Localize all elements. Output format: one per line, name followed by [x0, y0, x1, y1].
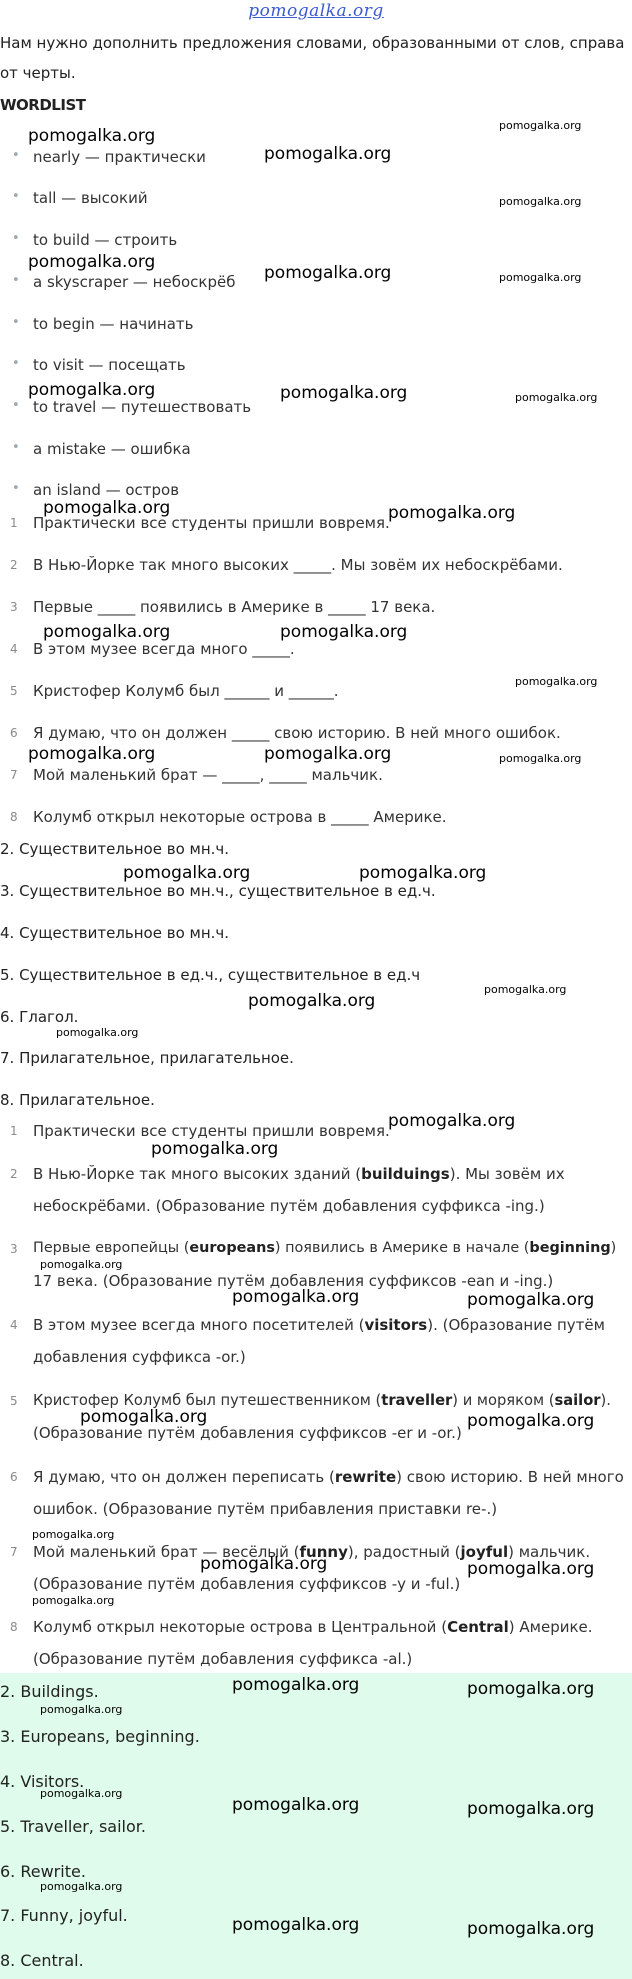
filled-sentence-cont: ошибок. (Образование путём прибавления приставки re-.): [33, 1500, 498, 1518]
task-sentence: Мой маленький брат — _____, _____ мальчик.: [33, 766, 383, 784]
sentence-number: 7: [10, 1545, 18, 1559]
filled-sentence: Колумб открыл некоторые острова в Центральной (Central) Америке.: [33, 1618, 593, 1636]
watermark: pomogalka.org: [388, 1111, 516, 1131]
part-of-speech: 6. Глагол.: [0, 1008, 79, 1026]
bullet-icon: •: [12, 356, 20, 371]
sentence-number: 4: [10, 1318, 18, 1332]
bullet-icon: •: [12, 481, 20, 496]
answer-word: traveller: [381, 1392, 453, 1409]
sentence-number: 1: [10, 1124, 18, 1138]
bullet-icon: •: [12, 398, 20, 413]
watermark: pomogalka.org: [388, 503, 516, 523]
watermark: pomogalka.org: [499, 271, 582, 284]
watermark: pomogalka.org: [264, 263, 392, 283]
watermark: pomogalka.org: [484, 983, 567, 996]
watermark: pomogalka.org: [40, 1787, 123, 1800]
answer-word: joyful: [460, 1543, 509, 1561]
sentence-number: 5: [10, 684, 18, 698]
filled-sentence-cont: (Образование путём добавления суффиксов -y и -ful.): [33, 1575, 461, 1593]
watermark: pomogalka.org: [32, 1528, 115, 1541]
answer-word: europeans: [189, 1240, 275, 1256]
watermark: pomogalka.org: [264, 744, 392, 764]
filled-sentence-cont: 17 века. (Образование путём добавления суффиксов -ean и -ing.): [33, 1272, 554, 1290]
task-sentence: В Нью-Йорке так много высоких _____. Мы зовём их небоскрёбами.: [33, 556, 563, 574]
sentence-number: 8: [10, 810, 18, 824]
final-answer: 2. Buildings.: [0, 1682, 99, 1701]
watermark: pomogalka.org: [467, 1411, 595, 1431]
sentence-number: 1: [10, 516, 18, 530]
part-of-speech: 2. Существительное во мн.ч.: [0, 840, 230, 858]
answer-word: funny: [299, 1543, 348, 1561]
watermark: pomogalka.org: [43, 622, 171, 642]
final-answer: 4. Visitors.: [0, 1772, 85, 1791]
part-of-speech: 4. Существительное во мн.ч.: [0, 924, 230, 942]
task-sentence: Первые _____ появились в Америке в _____ 17 века.: [33, 598, 436, 616]
watermark: pomogalka.org: [232, 1287, 360, 1307]
answer-word: beginning: [529, 1240, 611, 1256]
watermark: pomogalka.org: [28, 380, 156, 400]
watermark: pomogalka.org: [248, 991, 376, 1011]
task-sentence: Практически все студенты пришли вовремя.: [33, 514, 390, 532]
watermark: pomogalka.org: [43, 498, 171, 518]
sentence-number: 3: [10, 600, 18, 614]
intro-text: Нам нужно дополнить предложения словами, образованными от слов, справа от черты.: [0, 34, 625, 82]
watermark: pomogalka.org: [467, 1679, 595, 1699]
filled-sentence: В Нью-Йорке так много высоких зданий (builduings). Мы зовём их: [33, 1165, 565, 1183]
bullet-icon: •: [12, 440, 20, 455]
task-sentence: Колумб открыл некоторые острова в _____ Америке.: [33, 808, 447, 826]
watermark: pomogalka.org: [515, 675, 598, 688]
filled-sentence-cont: добавления суффикса -or.): [33, 1348, 246, 1366]
watermark: pomogalka.org: [264, 144, 392, 164]
part-of-speech: 3. Существительное во мн.ч., существительное в ед.ч.: [0, 882, 436, 900]
bullet-icon: •: [12, 273, 20, 288]
watermark: pomogalka.org: [232, 1915, 360, 1935]
sentence-number: 7: [10, 768, 18, 782]
watermark: pomogalka.org: [40, 1703, 123, 1716]
watermark: pomogalka.org: [123, 863, 251, 883]
watermark: pomogalka.org: [232, 1675, 360, 1695]
task-sentence: Я думаю, что он должен _____ свою историю. В ней много ошибок.: [33, 724, 561, 742]
watermark: pomogalka.org: [280, 622, 408, 642]
watermark: pomogalka.org: [280, 383, 408, 403]
watermark: pomogalka.org: [359, 863, 487, 883]
watermark: pomogalka.org: [32, 1594, 115, 1607]
watermark: pomogalka.org: [28, 252, 156, 272]
filled-sentence: В этом музее всегда много посетителей (visitors). (Образование путём: [33, 1316, 605, 1334]
part-of-speech: 5. Существительное в ед.ч., существительное в ед.ч: [0, 966, 421, 984]
task-sentence: В этом музее всегда много _____.: [33, 640, 295, 658]
filled-sentence: Практически все студенты пришли вовремя.: [33, 1122, 390, 1140]
answer-word: rewrite: [334, 1468, 397, 1486]
sentence-number: 2: [10, 558, 18, 572]
sentence-number: 6: [10, 726, 18, 740]
bullet-icon: •: [12, 315, 20, 330]
watermark: pomogalka.org: [28, 744, 156, 764]
filled-sentence: Я думаю, что он должен переписать (rewrite) свою историю. В ней много: [33, 1468, 624, 1486]
answer-word: visitors: [364, 1316, 428, 1334]
final-answer: 5. Traveller, sailor.: [0, 1817, 146, 1836]
final-answer: 7. Funny, joyful.: [0, 1906, 128, 1925]
watermark: pomogalka.org: [467, 1799, 595, 1819]
watermark: pomogalka.org: [40, 1258, 123, 1271]
watermark: pomogalka.org: [232, 1795, 360, 1815]
watermark: pomogalka.org: [80, 1407, 208, 1427]
part-of-speech: 8. Прилагательное.: [0, 1091, 155, 1109]
sentence-number: 5: [10, 1394, 18, 1408]
watermark: pomogalka.org: [499, 195, 582, 208]
sentence-number: 3: [10, 1242, 18, 1256]
answer-word: Central: [447, 1618, 509, 1636]
watermark: pomogalka.org: [515, 391, 598, 404]
watermark: pomogalka.org: [56, 1026, 139, 1039]
wordlist-heading: WORDLIST: [0, 96, 86, 114]
watermark: pomogalka.org: [467, 1559, 595, 1579]
sentence-number: 2: [10, 1167, 18, 1181]
watermark: pomogalka.org: [28, 126, 156, 146]
bullet-icon: •: [12, 148, 20, 163]
site-logo[interactable]: pomogalka.org: [248, 1, 384, 21]
watermark: pomogalka.org: [467, 1290, 595, 1310]
task-sentence: Кристофер Колумб был ______ и ______.: [33, 682, 339, 700]
filled-sentence-cont: (Образование путём добавления суффикса -al.): [33, 1650, 413, 1668]
filled-sentence: Мой маленький брат — весёлый (funny), радостный (joyful) мальчик.: [33, 1543, 591, 1561]
filled-sentence: Первые европейцы (europeans) появились в Америке в начале (beginning): [33, 1240, 617, 1256]
bullet-icon: •: [12, 189, 20, 204]
sentence-number: 8: [10, 1620, 18, 1634]
answer-word: sailor: [554, 1392, 601, 1409]
sentence-number: 6: [10, 1470, 18, 1484]
final-answer: 8. Central.: [0, 1951, 84, 1970]
final-answer: 6. Rewrite.: [0, 1862, 86, 1881]
watermark: pomogalka.org: [151, 1139, 279, 1159]
watermark: pomogalka.org: [200, 1554, 328, 1574]
part-of-speech: 7. Прилагательное, прилагательное.: [0, 1049, 294, 1067]
filled-sentence: Кристофер Колумб был путешественником (traveller) и моряком (sailor).: [33, 1392, 611, 1409]
answer-word: builduings: [361, 1165, 450, 1183]
filled-sentence-cont: небоскрёбами. (Образование путём добавления суффикса -ing.): [33, 1197, 545, 1215]
filled-sentence-cont: (Образование путём добавления суффиксов -er и -or.): [33, 1424, 462, 1442]
watermark: pomogalka.org: [40, 1880, 123, 1893]
watermark: pomogalka.org: [499, 119, 582, 132]
final-answer: 3. Europeans, beginning.: [0, 1727, 200, 1746]
watermark: pomogalka.org: [499, 752, 582, 765]
watermark: pomogalka.org: [467, 1919, 595, 1939]
bullet-icon: •: [12, 231, 20, 246]
sentence-number: 4: [10, 642, 18, 656]
